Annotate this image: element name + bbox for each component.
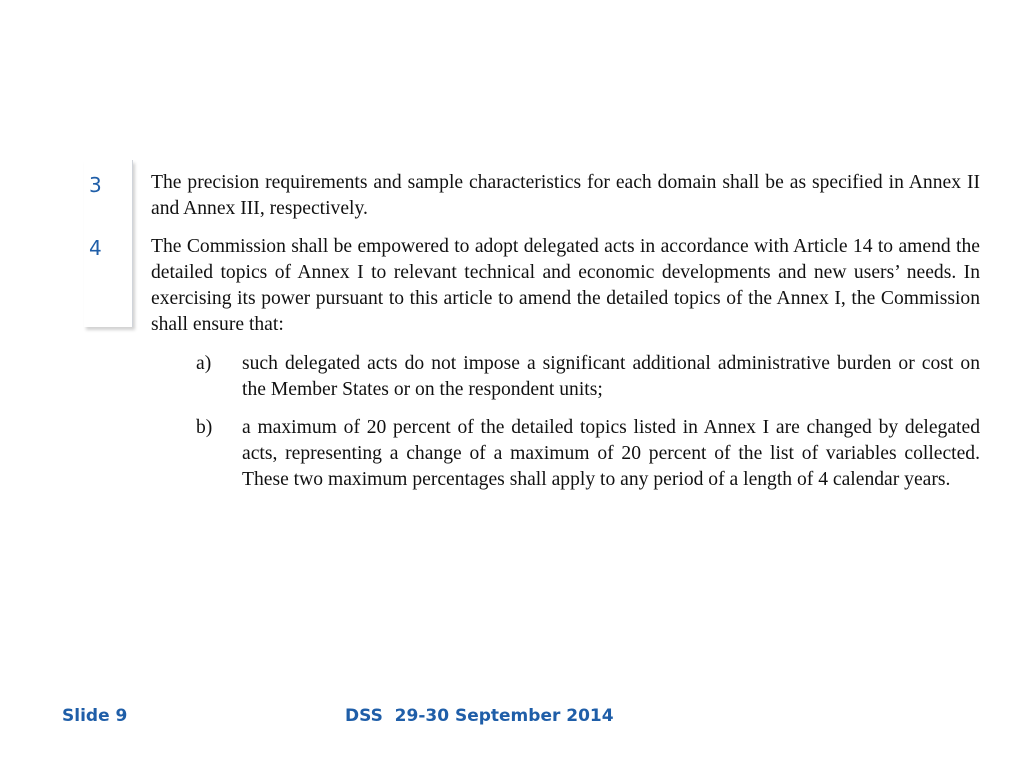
paragraph-4-text: The Commission shall be empowered to adopt delegated acts in accordance with Article 14 to amend the detailed topics of Annex I to relevant technical and economic developments and new users’ needs. In exercising its power pursuant to this article to amend the detailed topics of the Annex I, the Commission shall ensure that: (151, 236, 980, 335)
paragraph-number-4: 4 (89, 236, 102, 260)
paragraph-3-text: The precision requirements and sample characteristics for each domain shall be as specified in Annex II and Annex III, respectively. (151, 172, 980, 219)
list-item-a-text: such delegated acts do not impose a significant additional administrative burden or cost on the Member States or on the respondent units; (242, 353, 980, 400)
list-item-b-label: b) (196, 417, 213, 438)
list-item-b-text: a maximum of 20 percent of the detailed topics listed in Annex I are changed by delegated acts, representing a change of a maximum of 20 percent of the list of variables collected. These two maximum percentages shall apply to any period of a length of 4 calendar years. (242, 417, 980, 490)
footer-slide-number: Slide 9 (62, 706, 128, 726)
footer-event-date: DSS 29-30 September 2014 (345, 706, 614, 726)
paragraph-number-3: 3 (89, 173, 102, 197)
paragraph-number-panel (84, 160, 133, 327)
list-item-a-label: a) (196, 353, 212, 374)
